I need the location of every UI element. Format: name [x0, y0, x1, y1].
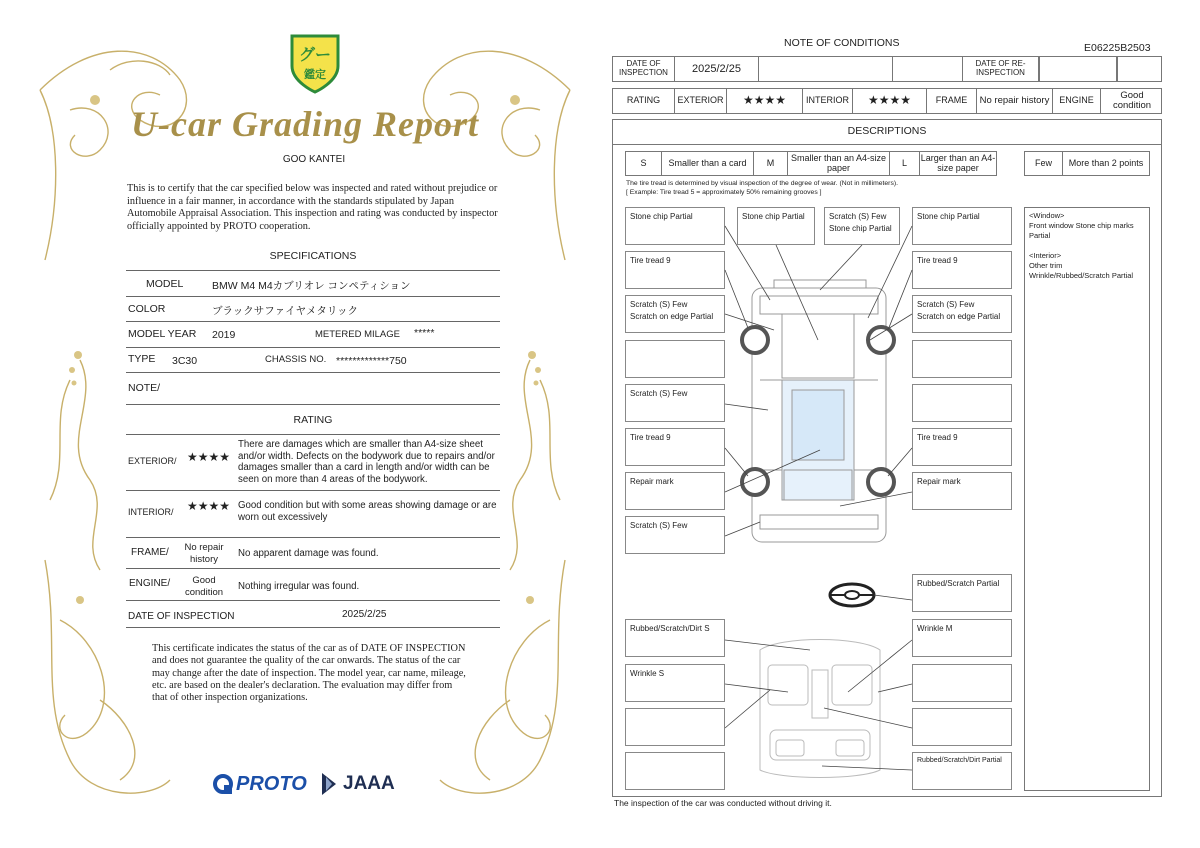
note-code: E06225B2503 [1084, 42, 1151, 54]
legend-l-desc: Larger than an A4-size paper [920, 152, 996, 173]
legend-m: M [754, 152, 788, 175]
date-of-inspection-value: 2025/2/25 [342, 609, 387, 620]
desc-box-right-2: Tire tread 9 [912, 251, 1012, 289]
frame-value: No repair history [977, 89, 1053, 113]
desc-box-interior-left-2: Wrinkle S [625, 664, 725, 702]
window-heading: <Window> [1029, 211, 1065, 220]
note-label: NOTE/ [128, 382, 161, 394]
legend-s: S [626, 152, 662, 175]
desc-box-interior-right-3 [912, 708, 1012, 746]
engine-label: ENGINE/ [129, 578, 171, 589]
desc-box-interior-left-4 [625, 752, 725, 790]
legend-few: Few [1025, 152, 1063, 175]
desc-box-left-7: Repair mark [625, 472, 725, 510]
exterior-label: EXTERIOR/ [128, 456, 177, 466]
mileage-value: ***** [414, 327, 435, 339]
svg-text:鑑定: 鑑定 [304, 68, 326, 81]
desc-box-left-3: Scratch (S) Few Scratch on edge Partial [625, 295, 725, 333]
legend-s-desc: Smaller than a card [662, 152, 754, 175]
report-title: U-car Grading Report [130, 104, 479, 144]
desc-box-steering: Rubbed/Scratch Partial [912, 574, 1012, 612]
tire-example: [ Example: Tire tread 5 = approximately 50% remaining grooves ] [626, 189, 822, 196]
color-label: COLOR [128, 303, 166, 315]
interior-label: INTERIOR/ [128, 507, 174, 517]
interior-note-1: Other trim [1029, 261, 1063, 270]
note-title: NOTE OF CONDITIONS [784, 37, 900, 49]
proto-logo: PROTO [212, 771, 307, 797]
rating-heading: RATING [293, 414, 333, 426]
desc-box-right-3: Scratch (S) Few Scratch on edge Partial [912, 295, 1012, 333]
goo-kantei-badge [286, 32, 344, 94]
legend-l: L [890, 152, 920, 175]
desc-box-left-6: Tire tread 9 [625, 428, 725, 466]
date-of-reinspection-label: DATE OF RE-INSPECTION [963, 57, 1039, 81]
engine-value: Good condition [1112, 89, 1152, 111]
window-note: Front window Stone chip marks Partial [1029, 221, 1134, 240]
desc-box-right-7: Repair mark [912, 472, 1012, 510]
model-label: MODEL [146, 278, 184, 290]
interior-diagram [760, 640, 880, 778]
note-of-conditions [610, 0, 1200, 848]
descriptions-heading: DESCRIPTIONS [847, 125, 927, 137]
type-value: 3C30 [172, 355, 198, 367]
chassis-value: *************750 [336, 355, 407, 367]
engine-label: ENGINE [1053, 89, 1101, 113]
color-value: ブラックサファイヤメタリック [212, 305, 358, 317]
date-of-inspection-value: 2025/2/25 [675, 57, 759, 81]
model-year-value: 2019 [212, 329, 236, 341]
specifications-heading: SPECIFICATIONS [269, 250, 357, 262]
jaaa-mark-icon [318, 771, 340, 797]
legend-m-desc: Smaller than an A4-size paper [788, 152, 890, 175]
date-of-inspection-label: DATE OF INSPECTION [613, 57, 675, 81]
engine-description: Nothing irregular was found. [238, 581, 360, 592]
frame-label: FRAME/ [131, 547, 169, 558]
desc-box-left-8: Scratch (S) Few [625, 516, 725, 554]
interior-description: Good condition but with some areas showing damage or are worn out excessively [238, 500, 497, 523]
desc-box-mid-1: Stone chip Partial [737, 207, 815, 245]
interior-label: INTERIOR [803, 89, 853, 113]
desc-box-interior-right-1: Wrinkle M [912, 619, 1012, 657]
desc-box-interior-right-4: Rubbed/Scratch/Dirt Partial [912, 752, 1012, 790]
desc-box-left-2: Tire tread 9 [625, 251, 725, 289]
interior-heading: <Interior> [1029, 251, 1062, 260]
interior-stars: ★★★★ [853, 89, 927, 113]
chassis-label: CHASSIS NO. [265, 354, 327, 365]
desc-box-mid-2: Scratch (S) Few Stone chip Partial [824, 207, 900, 245]
exterior-label: EXTERIOR [675, 89, 727, 113]
model-value: BMW M4 M4カブリオレ コンペティション [212, 280, 411, 292]
interior-stars: ★★★★ [187, 499, 231, 513]
desc-box-left-5: Scratch (S) Few [625, 384, 725, 422]
model-year-label: MODEL YEAR [128, 328, 197, 340]
exterior-stars: ★★★★ [727, 89, 803, 113]
frame-label: FRAME [927, 89, 977, 113]
legend-few-desc: More than 2 points [1068, 157, 1144, 168]
engine-value: Good condition [184, 575, 224, 598]
desc-box-right-6: Tire tread 9 [912, 428, 1012, 466]
date-of-inspection-label: DATE OF INSPECTION [128, 611, 235, 622]
tire-note: The tire tread is determined by visual inspection of the degree of wear. (Not in millimeters). [626, 180, 898, 187]
desc-box-interior-left-3 [625, 708, 725, 746]
type-label: TYPE [128, 353, 156, 365]
jaaa-logo: JAAA [318, 771, 395, 797]
interior-note-2: Wrinkle/Rubbed/Scratch Partial [1029, 271, 1134, 280]
desc-box-right-1: Stone chip Partial [912, 207, 1012, 245]
exterior-stars: ★★★★ [187, 450, 231, 464]
desc-box-left-1: Stone chip Partial [625, 207, 725, 245]
frame-description: No apparent damage was found. [238, 548, 379, 559]
exterior-description: There are damages which are smaller than A4-size sheet and/or width. Defects on the bodywork due to repairs and/or damages smaller than a card in length and/or width can be seen on more than 4 areas of the bodywork. [238, 439, 495, 485]
steering-wheel-icon [830, 584, 874, 606]
frame-value: No repair history [184, 542, 224, 565]
mileage-label: METERED MILAGE [315, 329, 400, 340]
svg-text:グー: グー [298, 45, 332, 64]
proto-mark-icon [212, 773, 234, 795]
certification-intro: This is to certify that the car specified below was inspected and rated without prejudice or influence in a fair manner, in accordance with the standards stipulated by Japan Automobile Appraisal Association. This inspection and rating was conducted by inspector officially appointed by PROTO cooperation. [127, 183, 498, 232]
certificate-footer: This certificate indicates the status of the car as of DATE OF INSPECTION and does not guarantee the quality of the car onwards. The status of the car may change after the date of inspection. The model year, car name, mileage, etc. are based on the dealer's declaration. The evaluation may differ from that of other inspection organizations. [152, 643, 466, 704]
inspection-footer: The inspection of the car was conducted without driving it. [614, 798, 832, 808]
rating-label: RATING [613, 89, 675, 113]
report-subtitle: GOO KANTEI [282, 154, 346, 165]
desc-box-interior-left-1: Rubbed/Scratch/Dirt S [625, 619, 725, 657]
desc-box-interior-right-2 [912, 664, 1012, 702]
